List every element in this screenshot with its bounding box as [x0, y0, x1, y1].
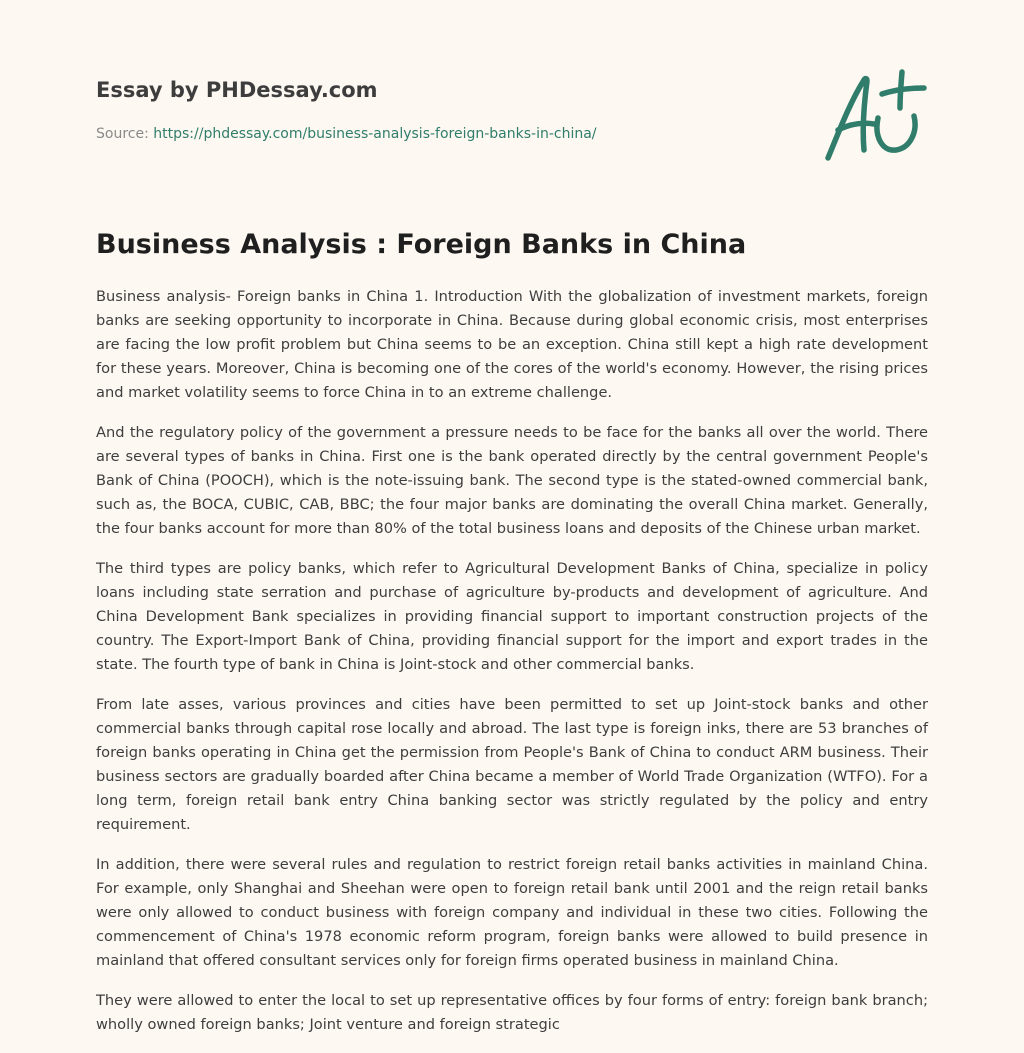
essay-paragraph: In addition, there were several rules and regulation to restrict foreign retail banks activities in mainland China. For example, only Shanghai and Sheehan were open to foreign retail bank until 2001 and the reign retail banks were only allowed to conduct business with foreign company and individual in these two cities. Following the commencement of China's 1978 economic reform program, foreign banks were allowed to build presence in mainland that offered consultant services only for foreign firms operated business in mainland China.	[96, 856, 928, 969]
source-label: Source:	[96, 126, 154, 142]
essay-body	[96, 285, 928, 1053]
essay-paragraph: Business analysis- Foreign banks in China 1. Introduction With the globalization of investment markets, foreign banks are seeking opportunity to incorporate in China. Because during global economic crisis, most enterprises are facing the low profit problem but China seems to be an exception. China still kept a high rate development for these years. Moreover, China is becoming one of the cores of the world's economy. However, the rising prices and market volatility seems to force China in to an extreme challenge.	[96, 288, 928, 401]
source-line	[96, 124, 796, 144]
header	[96, 76, 796, 144]
a-plus-logo-icon	[818, 66, 930, 166]
essay-paragraph: The third types are policy banks, which refer to Agricultural Development Banks of China, specialize in policy loans including state serration and purchase of agriculture by-products and development of agriculture. And China Development Bank specializes in providing financial support to important construction projects of the country. The Export-Import Bank of China, providing financial support for the import and export trades in the state. The fourth type of bank in China is Joint-stock and other commercial banks.	[96, 560, 928, 673]
essay-paragraph: And the regulatory policy of the government a pressure needs to be face for the banks all over the world. There are several types of banks in China. First one is the bank operated directly by the central government People's Bank of China (POOCH), which is the note-issuing bank. The second type is the stated-owned commercial bank, such as, the BOCA, CUBIC, CAB, BBC; the four major banks are dominating the overall China market. Generally, the four banks account for more than 80% of the total business loans and deposits of the Chinese urban market.	[96, 424, 928, 537]
essay-paragraph: They were allowed to enter the local to set up representative offices by four forms of entry: foreign bank branch; wholly owned foreign banks; Joint venture and foreign strategic	[96, 992, 928, 1033]
site-title: Essay by PHDessay.com	[96, 78, 378, 102]
source-link[interactable]: https://phdessay.com/business-analysis-foreign-banks-in-china/	[153, 126, 597, 142]
essay-title: Business Analysis : Foreign Banks in China	[96, 229, 747, 260]
essay-paragraph: From late asses, various provinces and cities have been permitted to set up Joint-stock banks and other commercial banks through capital rose locally and abroad. The last type is foreign inks, there are 53 branches of foreign banks operating in China get the permission from People's Bank of China to conduct ARM business. Their business sectors are gradually boarded after China became a member of World Trade Organization (WTFO). For a long term, foreign retail bank entry China banking sector was strictly regulated by the policy and entry requirement.	[96, 696, 928, 833]
